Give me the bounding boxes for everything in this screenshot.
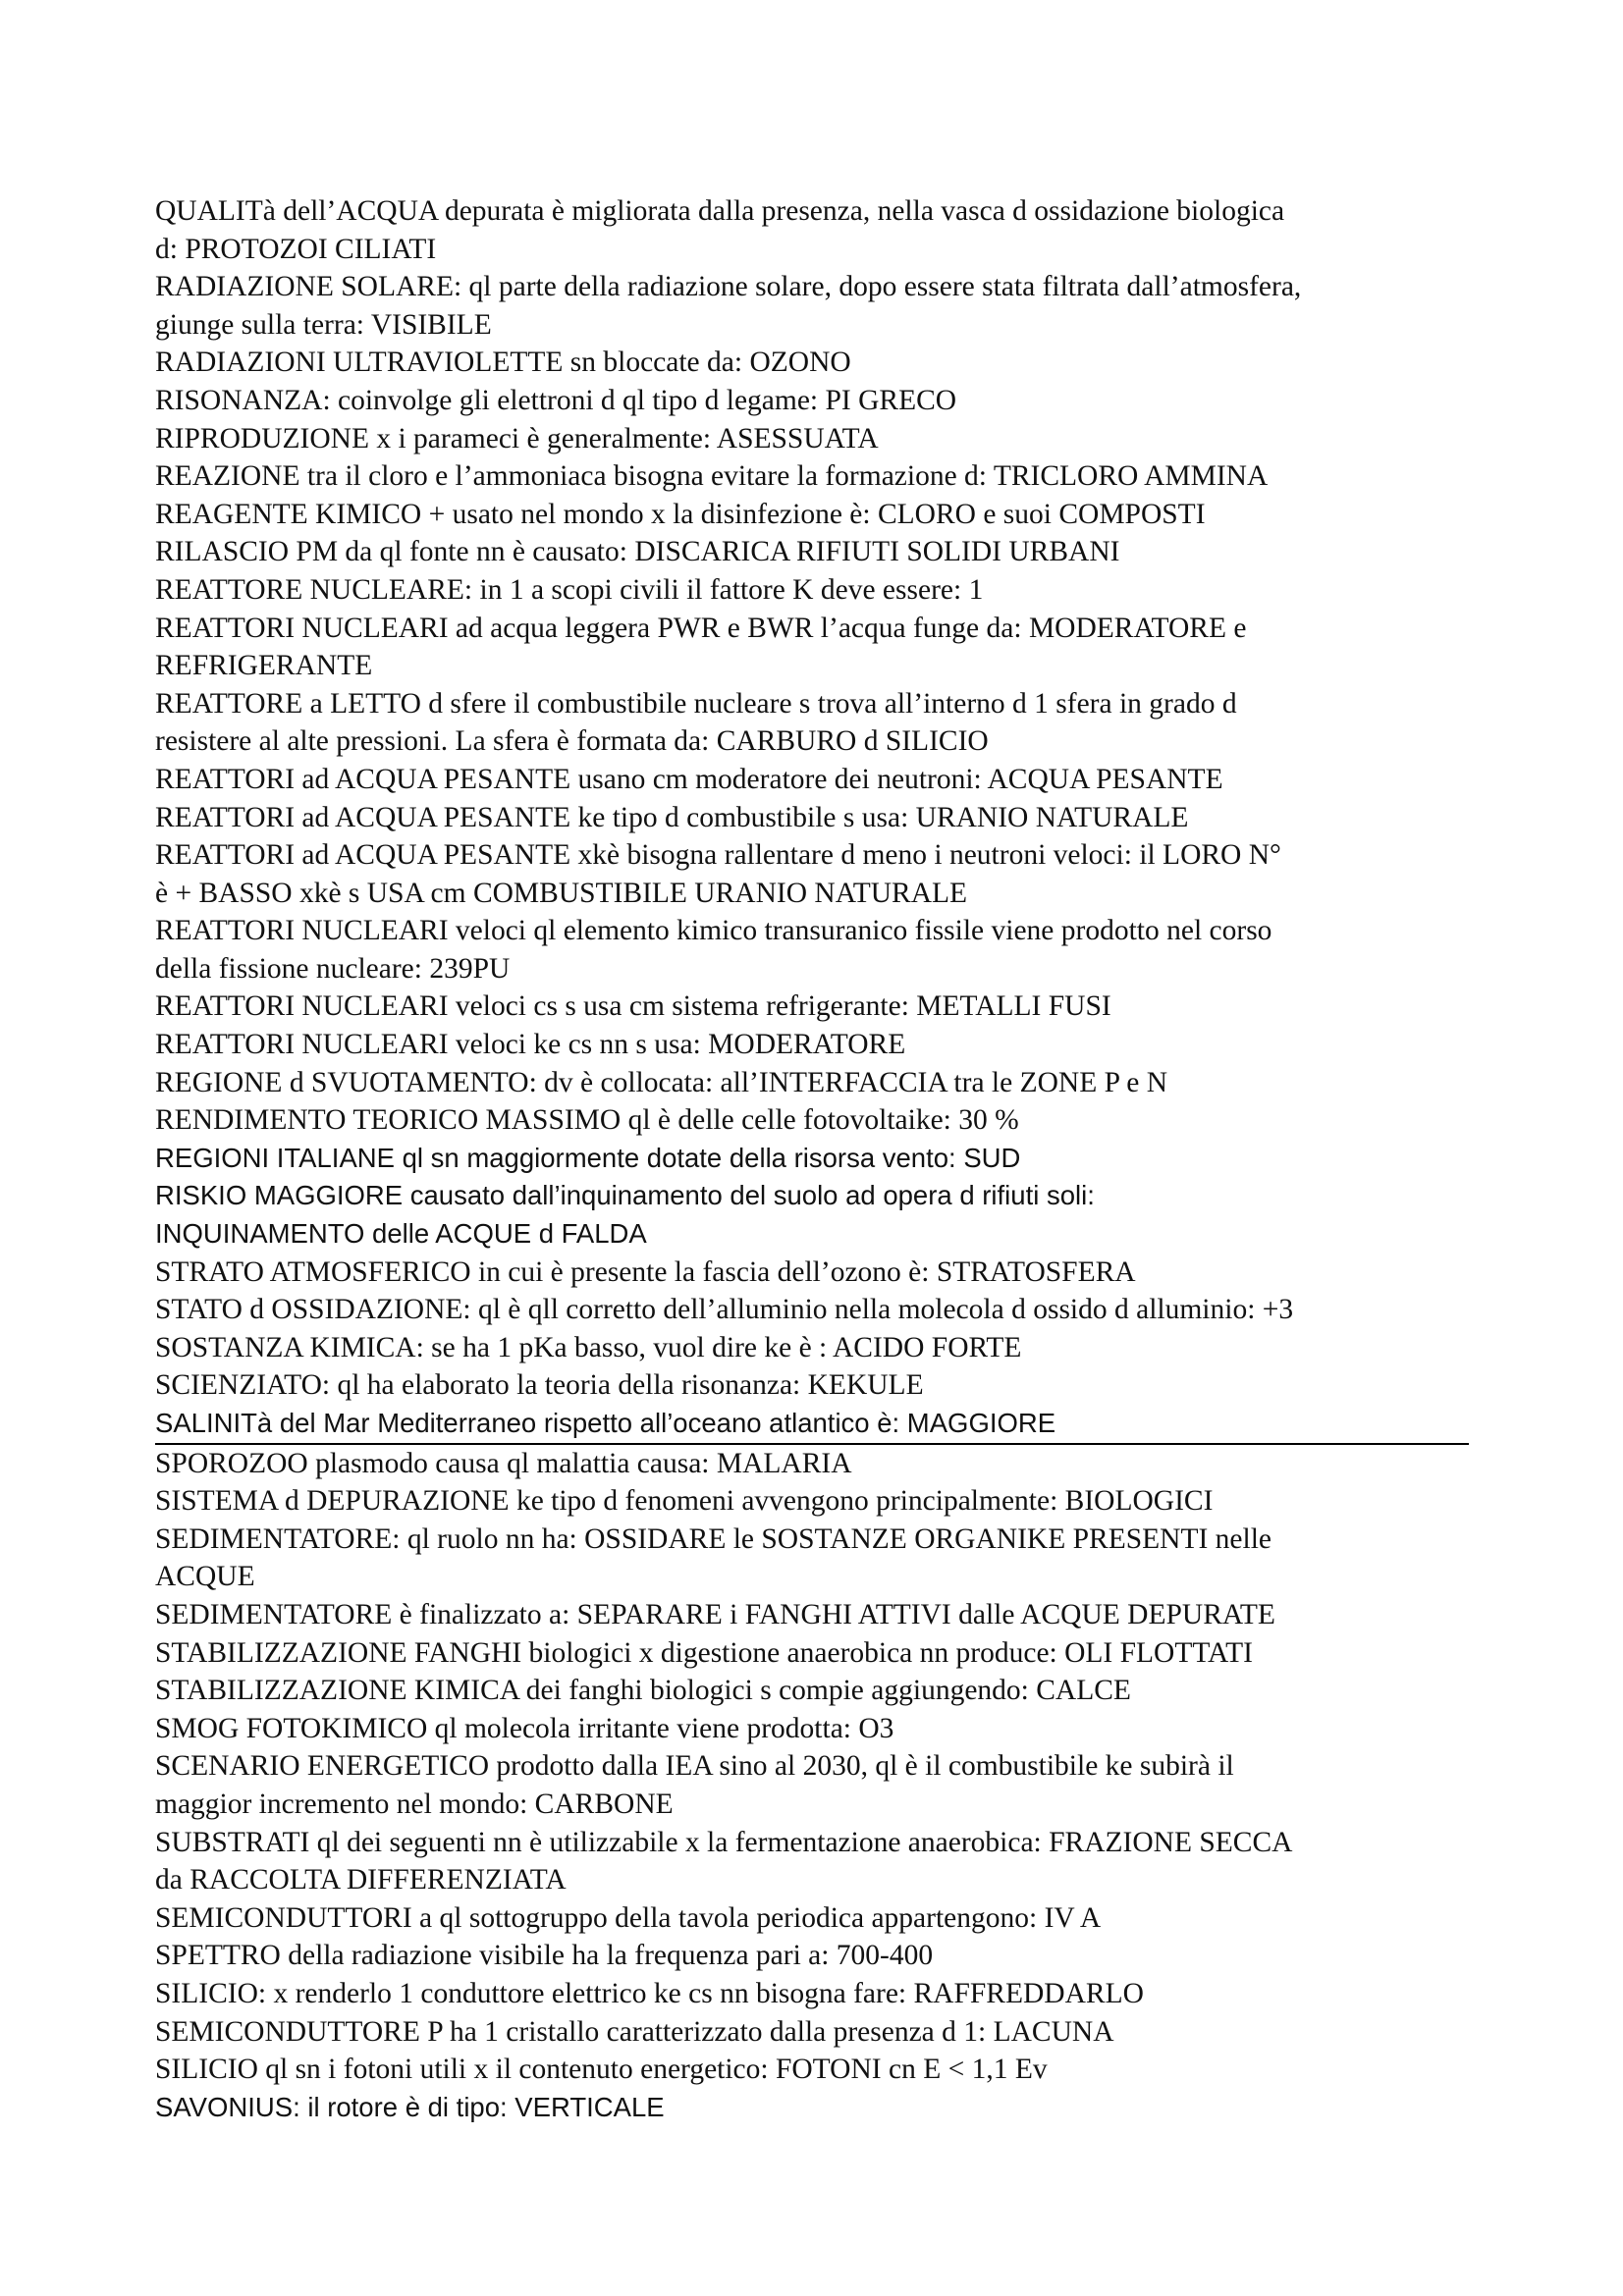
text-line: RIPRODUZIONE x i parameci è generalmente: ASESSUATA: [155, 422, 879, 454]
text-line: STRATO ATMOSFERICO in cui è presente la fascia dell’ozono è: STRATOSFERA: [155, 1255, 1136, 1288]
text-line: SOSTANZA KIMICA: se ha 1 pKa basso, vuol dire ke è : ACIDO FORTE: [155, 1331, 1022, 1363]
text-line: ACQUE: [155, 1561, 255, 1593]
text-line: REATTORI NUCLEARI ad acqua leggera PWR e BWR l’acqua funge da: MODERATORE e: [155, 612, 1247, 644]
text-line: maggior incremento nel mondo: CARBONE: [155, 1788, 674, 1820]
text-line: REGIONE d SVUOTAMENTO: dv è collocata: all’INTERFACCIA tra le ZONE P e N: [155, 1066, 1168, 1098]
text-line: è + BASSO xkè s USA cm COMBUSTIBILE URANIO NATURALE: [155, 877, 968, 909]
text-line: della fissione nucleare: 239PU: [155, 952, 511, 985]
text-line: STABILIZZAZIONE FANGHI biologici x digestione anaerobica nn produce: OLI FLOTTATI: [155, 1636, 1253, 1669]
text-line: REAZIONE tra il cloro e l’ammoniaca bisogna evitare la formazione d: TRICLORO AMMINA: [155, 460, 1269, 493]
text-line: RENDIMENTO TEORICO MASSIMO ql è delle celle fotovoltaike: 30 %: [155, 1104, 1019, 1137]
text-line: REGIONI ITALIANE ql sn maggiormente dotate della risorsa vento: SUD: [155, 1142, 1021, 1173]
text-line: SPOROZOO plasmodo causa ql malattia causa: MALARIA: [155, 1447, 852, 1479]
text-line: REATTORI ad ACQUA PESANTE xkè bisogna rallentare d meno i neutroni veloci: il LORO N°: [155, 839, 1281, 872]
text-line: REFRIGERANTE: [155, 650, 373, 682]
text-line: RISONANZA: coinvolge gli elettroni d ql tipo d legame: PI GRECO: [155, 384, 957, 416]
text-line: SAVONIUS: il rotore è di tipo: VERTICALE: [155, 2091, 665, 2122]
document-body: [155, 192, 1471, 2126]
text-line: REATTORI NUCLEARI veloci ql elemento kimico transuranico fissile viene prodotto nel corso: [155, 915, 1272, 947]
text-line: SEDIMENTATORE è finalizzato a: SEPARARE i FANGHI ATTIVI dalle ACQUE DEPURATE: [155, 1598, 1275, 1630]
text-line: SEMICONDUTTORI a ql sottogruppo della tavola periodica appartengono: IV A: [155, 1901, 1102, 1934]
text-line: REATTORI NUCLEARI veloci cs s usa cm sistema refrigerante: METALLI FUSI: [155, 990, 1111, 1023]
text-line: RISKIO MAGGIORE causato dall’inquinamento del suolo ad opera d rifiuti soli:: [155, 1180, 1095, 1211]
text-line: SALINITà del Mar Mediterraneo rispetto all’oceano atlantico è: MAGGIORE: [155, 1408, 1056, 1438]
text-line: REATTORI ad ACQUA PESANTE ke tipo d combustibile s usa: URANIO NATURALE: [155, 801, 1189, 833]
text-line: SPETTRO della radiazione visibile ha la frequenza pari a: 700-400: [155, 1940, 934, 1972]
text-line: SILICIO ql sn i fotoni utili x il contenuto energetico: FOTONI cn E < 1,1 Ev: [155, 2054, 1048, 2086]
text-line: STATO d OSSIDAZIONE: ql è qll corretto dell’alluminio nella molecola d ossido d alluminio: +3: [155, 1294, 1294, 1326]
text-line: SEDIMENTATORE: ql ruolo nn ha: OSSIDARE le SOSTANZE ORGANIKE PRESENTI nelle: [155, 1522, 1271, 1555]
text-line: RADIAZIONE SOLARE: ql parte della radiazione solare, dopo essere stata filtrata dall’atmosfera,: [155, 271, 1302, 303]
text-line: REATTORE a LETTO d sfere il combustibile nucleare s trova all’interno d 1 sfera in grado d: [155, 687, 1237, 720]
text-line: SMOG FOTOKIMICO ql molecola irritante viene prodotta: O3: [155, 1712, 894, 1744]
text-line: giunge sulla terra: VISIBILE: [155, 308, 492, 341]
text-line: SEMICONDUTTORE P ha 1 cristallo caratterizzato dalla presenza d 1: LACUNA: [155, 2015, 1114, 2048]
text-line: SCENARIO ENERGETICO prodotto dalla IEA sino al 2030, ql è il combustibile ke subirà il: [155, 1750, 1234, 1783]
text-line: REATTORI NUCLEARI veloci ke cs nn s usa: MODERATORE: [155, 1029, 906, 1061]
text-line: QUALITà dell’ACQUA depurata è migliorata dalla presenza, nella vasca d ossidazione biologica: [155, 195, 1285, 227]
text-line: INQUINAMENTO delle ACQUE d FALDA: [155, 1218, 647, 1250]
text-line: resistere al alte pressioni. La sfera è formata da: CARBURO d SILICIO: [155, 725, 989, 758]
text-line: d: PROTOZOI CILIATI: [155, 233, 437, 265]
text-line: REATTORE NUCLEARE: in 1 a scopi civili il fattore K deve essere: 1: [155, 573, 984, 606]
text-line: REATTORI ad ACQUA PESANTE usano cm moderatore dei neutroni: ACQUA PESANTE: [155, 763, 1223, 795]
text-line: REAGENTE KIMICO + usato nel mondo x la disinfezione è: CLORO e suoi COMPOSTI: [155, 498, 1206, 530]
text-line: SUBSTRATI ql dei seguenti nn è utilizzabile x la fermentazione anaerobica: FRAZIONE SECCA: [155, 1826, 1293, 1858]
text-line: RADIAZIONI ULTRAVIOLETTE sn bloccate da: OZONO: [155, 347, 851, 379]
text-line: STABILIZZAZIONE KIMICA dei fanghi biologici s compie aggiungendo: CALCE: [155, 1675, 1131, 1707]
text-line: SILICIO: x renderlo 1 conduttore elettrico ke cs nn bisogna fare: RAFFREDDARLO: [155, 1977, 1144, 2009]
text-line: RILASCIO PM da ql fonte nn è causato: DISCARICA RIFIUTI SOLIDI URBANI: [155, 536, 1120, 568]
text-line: da RACCOLTA DIFFERENZIATA: [155, 1864, 567, 1896]
text-line: SCIENZIATO: ql ha elaborato la teoria della risonanza: KEKULE: [155, 1369, 924, 1402]
text-line: SISTEMA d DEPURAZIONE ke tipo d fenomeni avvengono principalmente: BIOLOGICI: [155, 1485, 1214, 1518]
